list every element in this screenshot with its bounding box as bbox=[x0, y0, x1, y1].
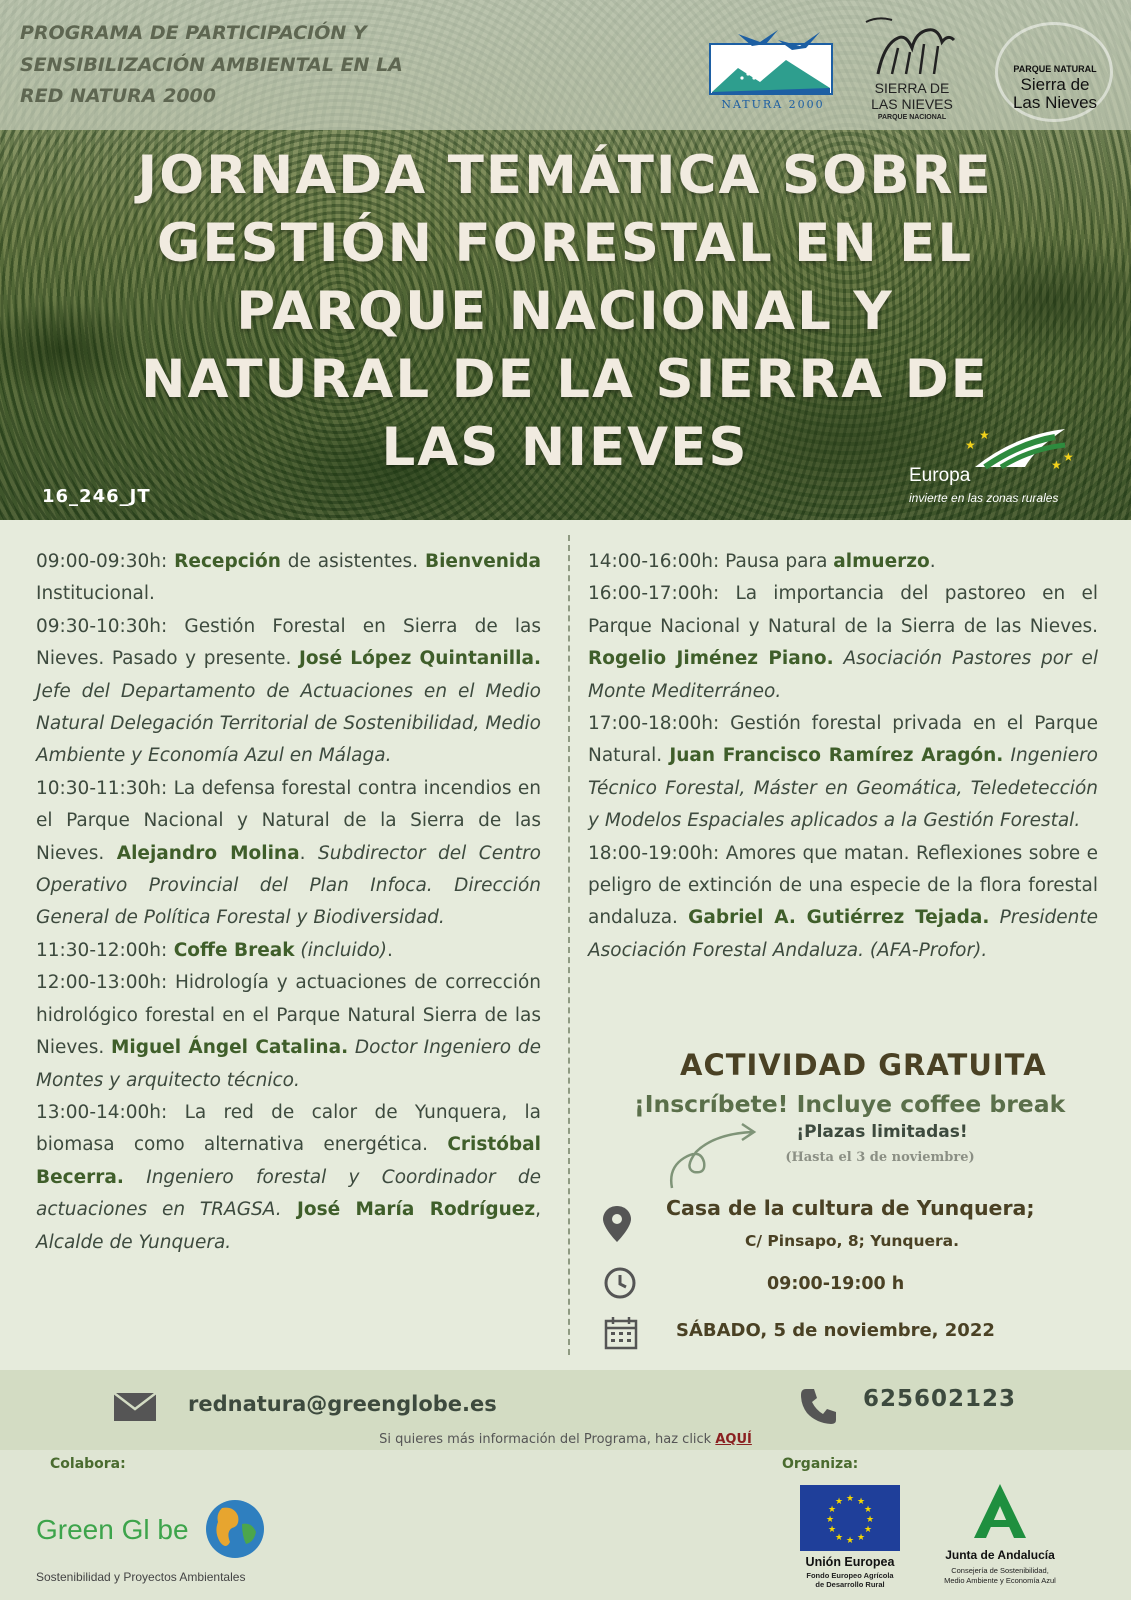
schedule-text: . bbox=[386, 939, 393, 961]
green-globe-subtitle: Sostenibilidad y Proyectos Ambientales bbox=[36, 1570, 246, 1584]
speaker-role: Doctor Ingeniero de Montes y arquitecto técnico. bbox=[36, 1037, 541, 1091]
title-line: PARQUE NACIONAL Y bbox=[236, 281, 894, 342]
schedule-item bbox=[36, 1097, 541, 1259]
schedule-text: La defensa forestal contra incendios en el Parque Nacional y Natural de la Sierra de las Nieves. bbox=[36, 777, 541, 864]
schedule-highlight: Coffe Break bbox=[167, 939, 295, 961]
svg-text:★: ★ bbox=[965, 438, 976, 452]
speaker-name: Rogelio Jiménez Piano. bbox=[588, 648, 834, 670]
schedule-time: 09:00-09:30h: bbox=[36, 551, 168, 572]
sierra-logo-line: SIERRA DE bbox=[874, 80, 950, 96]
speaker-role: Presidente Asociación Forestal Andaluza. (AFA-Profor). bbox=[588, 907, 1098, 961]
speaker-name: Juan Francisco Ramírez Aragón. bbox=[669, 745, 1004, 767]
schedule-time: 17:00-18:00h: bbox=[588, 713, 720, 735]
svg-text:★: ★ bbox=[863, 1505, 873, 1515]
schedule-text: de asistentes. bbox=[280, 551, 425, 572]
schedule-item bbox=[588, 578, 1098, 708]
schedule-text: Gestión forestal privada en el Parque Natural. bbox=[588, 713, 1098, 767]
sierra-logo-line: LAS NIEVES bbox=[871, 96, 953, 112]
svg-text:★: ★ bbox=[863, 1525, 873, 1535]
schedule-item bbox=[36, 611, 541, 773]
deadline-text: (Hasta el 3 de noviembre) bbox=[785, 1150, 975, 1165]
schedule-item bbox=[588, 708, 1098, 838]
junta-subtitle-line: Medio Ambiente y Economía Azul bbox=[944, 1575, 1056, 1585]
green-globe-text: Green Gl be bbox=[36, 1514, 189, 1545]
hero-banner bbox=[0, 0, 1131, 520]
schedule-right-column bbox=[588, 546, 1098, 967]
venue-address: C/ Pinsapo, 8; Yunquera. bbox=[745, 1232, 960, 1250]
schedule-item bbox=[588, 546, 1098, 578]
speaker-role: Ingeniero forestal y Coordinador de actuaciones en TRAGSA. bbox=[36, 1166, 541, 1221]
phone-icon bbox=[798, 1385, 840, 1427]
speaker-role: Ingeniero Técnico Forestal, Máster en Geomática, Teledetección y Modelos Espaciales aplicados a la Gestión Forestal. bbox=[588, 745, 1099, 832]
program-line: RED NATURA 2000 bbox=[20, 85, 217, 107]
speaker-name: José María Rodríguez bbox=[281, 1199, 536, 1221]
svg-text:★: ★ bbox=[845, 1536, 855, 1546]
venue-name: Casa de la cultura de Yunquera; bbox=[666, 1196, 1035, 1220]
colabora-label: Colabora: bbox=[50, 1456, 126, 1472]
schedule-time: 10:30-11:30h: bbox=[36, 777, 168, 799]
calendar-icon bbox=[603, 1315, 639, 1351]
location-pin-icon bbox=[600, 1204, 634, 1244]
europa-text: Europa bbox=[909, 465, 971, 486]
union-europea-logo bbox=[798, 1485, 902, 1595]
schedule-text: Amores que matan. Reflexiones sobre e peligro de extinción de una especie de la flora forestal andaluza. bbox=[588, 842, 1098, 929]
program-title bbox=[20, 18, 440, 113]
eu-subtitle-line: Fondo Europeo Agrícola bbox=[806, 1571, 894, 1580]
program-line: SENSIBILIZACIÓN AMBIENTAL EN LA bbox=[20, 53, 403, 76]
eu-subtitle-line: de Desarrollo Rural bbox=[815, 1580, 885, 1589]
schedule-text: Pausa para bbox=[719, 551, 834, 572]
event-date: SÁBADO, 5 de noviembre, 2022 bbox=[676, 1320, 995, 1341]
limited-places-text: ¡Plazas limitadas! bbox=[796, 1122, 968, 1142]
clock-icon bbox=[603, 1266, 637, 1300]
sierra-logo-text bbox=[858, 80, 966, 112]
more-info bbox=[0, 1432, 1131, 1447]
speaker-name: Alejandro Molina bbox=[116, 842, 300, 864]
title-line: GESTIÓN FORESTAL EN EL bbox=[156, 213, 974, 274]
speaker-role: Jefe del Departamento de Actuaciones en el Medio Natural Delegación Territorial de Sostenibilidad, Medio Ambiente y Economía Azul en Málaga. bbox=[36, 680, 541, 767]
eu-flag bbox=[800, 1485, 900, 1551]
organiza-label: Organiza: bbox=[782, 1456, 859, 1472]
speaker-role: Asociación Pastores por el Monte Mediterráneo. bbox=[588, 648, 1098, 702]
svg-text:NATURA 2000: NATURA 2000 bbox=[721, 98, 825, 111]
register-callout[interactable]: ¡Inscríbete! Incluye coffee break bbox=[634, 1090, 1066, 1118]
schedule-highlight: almuerzo bbox=[833, 551, 930, 572]
europa-invierte-logo bbox=[905, 425, 1095, 510]
junta-title: Junta de Andalucía bbox=[945, 1548, 1055, 1562]
green-globe-logo bbox=[36, 1498, 316, 1588]
globe-icon bbox=[204, 1498, 266, 1560]
speaker-name: Gabriel A. Gutiérrez Tejada. bbox=[688, 907, 990, 929]
contact-phone[interactable]: 625602123 bbox=[863, 1386, 1017, 1412]
schedule-time: 09:30-10:30h: bbox=[36, 615, 168, 637]
more-info-link[interactable]: AQUÍ bbox=[715, 1432, 752, 1447]
schedule-item bbox=[36, 773, 541, 935]
sierra-logo-subtitle: PARQUE NACIONAL bbox=[877, 114, 947, 121]
svg-text:★: ★ bbox=[856, 1497, 866, 1507]
program-line: PROGRAMA DE PARTICIPACIÓN Y bbox=[20, 22, 367, 44]
contact-email[interactable]: rednatura@greenglobe.es bbox=[188, 1392, 497, 1416]
eu-title: Unión Europea bbox=[805, 1555, 895, 1569]
schedule-text: . bbox=[299, 842, 319, 864]
schedule-item bbox=[36, 546, 541, 611]
natura-2000-logo bbox=[708, 22, 838, 112]
speaker-name: Cristóbal Becerra. bbox=[36, 1134, 541, 1188]
schedule-text: Institucional. bbox=[36, 583, 155, 605]
junta-a-icon bbox=[970, 1482, 1030, 1542]
svg-text:★: ★ bbox=[856, 1533, 866, 1543]
schedule-time: 16:00-17:00h: bbox=[588, 583, 720, 605]
speaker-name: Miguel Ángel Catalina. bbox=[111, 1037, 349, 1059]
svg-text:★: ★ bbox=[825, 1515, 835, 1525]
schedule-time: 11:30-12:00h: bbox=[36, 939, 168, 961]
svg-text:★: ★ bbox=[827, 1505, 837, 1515]
junta-de-andalucia-logo bbox=[930, 1482, 1070, 1594]
parque-logo-name bbox=[995, 76, 1115, 112]
parque-natural-sierra-de-las-nieves-logo bbox=[995, 22, 1115, 122]
eu-subtitle bbox=[792, 1571, 908, 1589]
svg-text:★: ★ bbox=[845, 1494, 855, 1504]
svg-text:★: ★ bbox=[827, 1525, 837, 1535]
sierra-de-las-nieves-parque-nacional-logo bbox=[858, 14, 966, 126]
schedule-text: . bbox=[929, 551, 936, 572]
schedule-text: Gestión Forestal en Sierra de las Nieves. Pasado y presente. bbox=[36, 615, 541, 670]
speaker-role: Alcalde de Yunquera. bbox=[36, 1231, 232, 1253]
schedule-time: 13:00-14:00h: bbox=[36, 1101, 168, 1123]
schedule-left-column bbox=[36, 546, 541, 1259]
title-line: JORNADA TEMÁTICA SOBRE bbox=[137, 145, 993, 206]
schedule-time: 14:00-16:00h: bbox=[588, 551, 720, 572]
speaker-role: Subdirector del Centro Operativo Provincial del Plan Infoca. Dirección General de Política Forestal y Biodiversidad. bbox=[36, 842, 541, 929]
schedule-item bbox=[588, 838, 1098, 968]
junta-subtitle bbox=[930, 1566, 1070, 1585]
column-divider bbox=[568, 535, 570, 1355]
parque-logo-line: Las Nieves bbox=[1012, 93, 1098, 112]
event-hours: 09:00-19:00 h bbox=[767, 1274, 905, 1294]
svg-text:★: ★ bbox=[834, 1497, 844, 1507]
svg-text:★: ★ bbox=[979, 428, 990, 442]
parque-logo-small: PARQUE NATURAL bbox=[1013, 64, 1097, 74]
schedule-time: 18:00-19:00h: bbox=[588, 842, 720, 864]
europa-subtitle: invierte en las zonas rurales bbox=[909, 491, 1059, 505]
schedule-time: 12:00-13:00h: bbox=[36, 972, 168, 994]
svg-text:★: ★ bbox=[1051, 458, 1062, 471]
schedule-text: La importancia del pastoreo en el Parque Nacional y Natural de la Sierra de las Nieves. bbox=[588, 583, 1098, 637]
speaker-name: José López Quintanilla. bbox=[298, 648, 541, 670]
schedule-note: (incluido) bbox=[294, 939, 387, 961]
schedule-text: Hidrología y actuaciones de corrección hidrológico forestal en el Parque Natural Sierra de las Nieves. bbox=[36, 972, 541, 1059]
schedule-text: , bbox=[535, 1199, 541, 1221]
envelope-icon bbox=[112, 1391, 158, 1423]
schedule-text: La red de calor de Yunquera, la biomasa como alternativa energética. bbox=[36, 1101, 541, 1156]
title-line: NATURAL DE LA SIERRA DE bbox=[141, 349, 989, 410]
parque-logo-line: Sierra de bbox=[1020, 75, 1090, 94]
svg-text:★: ★ bbox=[834, 1533, 844, 1543]
schedule-item bbox=[36, 967, 541, 1097]
schedule-item bbox=[36, 935, 541, 967]
event-code: 16_246_JT bbox=[42, 486, 151, 507]
schedule-highlight: Recepción bbox=[174, 551, 281, 572]
junta-subtitle-line: Consejería de Sostenibilidad, bbox=[951, 1566, 1049, 1575]
svg-text:★: ★ bbox=[1063, 450, 1074, 464]
activity-title: ACTIVIDAD GRATUITA bbox=[680, 1048, 1047, 1082]
title-line: LAS NIEVES bbox=[381, 417, 749, 478]
svg-text:★: ★ bbox=[865, 1515, 875, 1525]
schedule-highlight: Bienvenida bbox=[424, 551, 541, 572]
more-info-text: Si quieres más información del Programa, haz click bbox=[379, 1432, 716, 1447]
